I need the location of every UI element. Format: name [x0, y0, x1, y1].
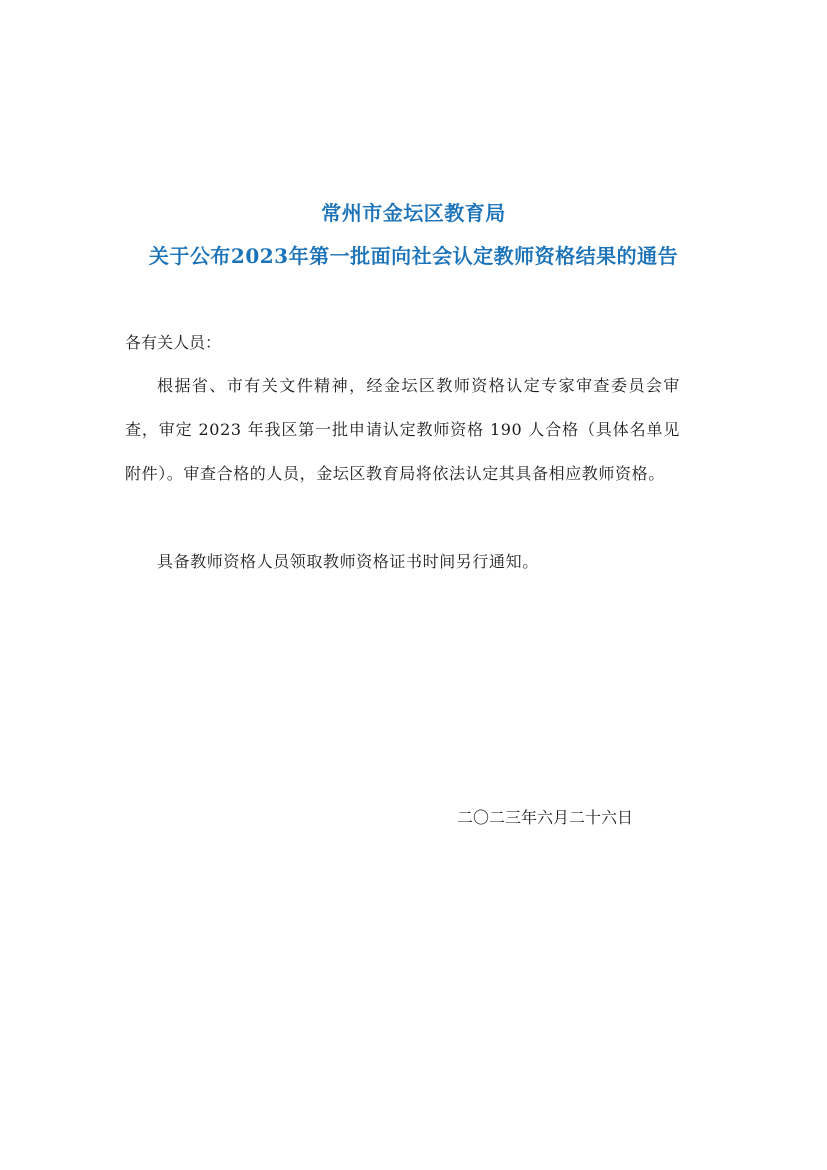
body-paragraph-2: 具备教师资格人员领取教师资格证书时间另行通知。 — [157, 552, 539, 571]
salutation: 各有关人员： — [125, 333, 222, 352]
document-issuer-title: 常州市金坛区教育局 — [321, 201, 506, 225]
document-subject-title: 关于公布2023年第一批面向社会认定教师资格结果的通告 — [148, 244, 679, 268]
body-paragraph-1: 根据省、市有关文件精神，经金坛区教师资格认定专家审查委员会审查，审定 2023 年我区第一批申请认定教师资格 190 人合格（具体名单见附件）。审查合格的人员，金坛区教育局将依法认定其具备相应教师资格。 — [125, 376, 680, 483]
issue-date: 二〇二三年六月二十六日 — [457, 808, 634, 827]
